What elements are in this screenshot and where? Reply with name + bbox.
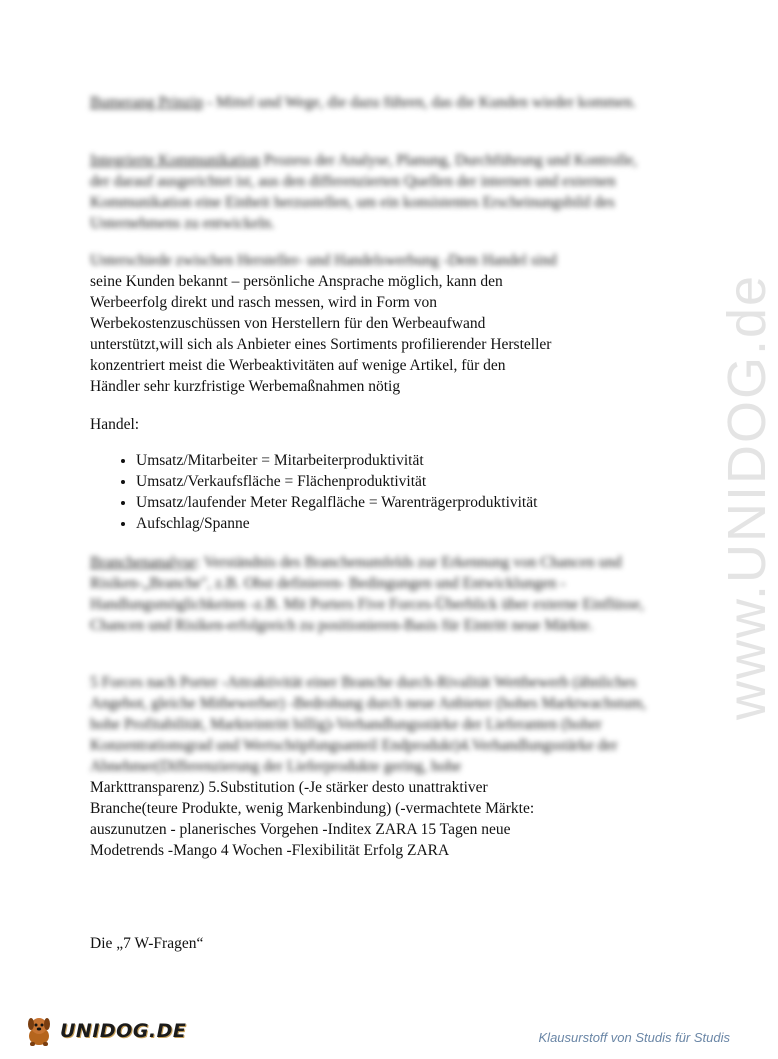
paragraph-bumerang <box>90 92 660 113</box>
werbung-line: konzentriert meist die Werbeaktivitäten auf wenige Artikel, für den <box>90 357 506 374</box>
list-item: • Aufschlag/Spanne <box>136 513 716 534</box>
term-bumerang: Bumerang Prinzip <box>90 94 204 111</box>
werbung-line: Werbekostenzuschüssen von Herstellern für den Werbeaufwand <box>90 315 486 332</box>
handel-heading: Handel: <box>90 416 140 433</box>
five-forces-line: Branche(teure Produkte, wenig Markenbindung) (-vermachtete Märkte: <box>90 800 535 817</box>
term-integrierte-kommunikation: Integrierte Kommunikation <box>90 152 261 169</box>
werbung-line: Händler sehr kurzfristige Werbemaßnahmen nötig <box>90 378 401 395</box>
seven-w-questions: Die „7 W-Fragen“ <box>90 935 204 952</box>
paragraph-werbung <box>90 250 660 397</box>
five-forces-blurred: 5 Forces nach Porter -Attraktivität einer Branche durch-Rivalität Wettbewerb (ähnliches Angebot, gleiche Mitbewerber) -Bedrohung durch neue Anbieter (hohes Marktwachstum, hohe Profitabilität, Markteintritt billig)-Verhandlungsstärke der Lieferanten (hoher Konzentrationsgrad und Wertschöpfungsanteil Endprodukt)4.Verhandlungsstärke der Abnehmer(Differenzierung der Lieferprodukte gering, hohe <box>90 674 647 775</box>
list-item: • Umsatz/Mitarbeiter = Mitarbeiterproduktivität <box>136 450 716 471</box>
five-forces-line: Modetrends -Mango 4 Wochen -Flexibilität Erfolg ZARA <box>90 842 450 859</box>
paragraph-integrierte-kommunikation <box>90 150 660 234</box>
werbung-line: Werbeerfolg direkt und rasch messen, wird in Form von <box>90 294 437 311</box>
kennzahlen-list <box>90 450 716 534</box>
text-bumerang: - Mittel und Wege, die dazu führen, das die Kunden wieder kommen. <box>203 94 636 111</box>
werbung-blurred-line: Unterschiede zwischen Hersteller- und Handelswerbung -Dem Handel sind <box>90 252 557 269</box>
logo-text: UNIDOG.DE <box>60 1020 187 1042</box>
werbung-line: unterstützt,will sich als Anbieter eines Sortiments profilierender Hersteller <box>90 336 552 353</box>
dog-icon <box>22 1014 56 1048</box>
text-branchenanalyse: : Verständnis des Branchenumfelds zur Erkennung von Chancen und Risiken-„Branche", z.B. Obst definieren- Bedingungen und Entwicklungen - Handlungsmöglichkeiten -z.B. Mit Porters Five Forces-Überblick über externe Einflüsse, Chancen und Risiken-erfolgreich zu positionieren-Basis für Eintritt neue Märkte. <box>90 554 644 634</box>
footer-tagline: Klausurstoff von Studis für Studis <box>538 1030 730 1045</box>
five-forces-line: auszunutzen - planerisches Vorgehen -Inditex ZARA 15 Tagen neue <box>90 821 511 838</box>
list-item: • Umsatz/Verkaufsfläche = Flächenproduktivität <box>136 471 716 492</box>
watermark-text: www.UNIDOG.de <box>717 273 777 720</box>
paragraph-branchenanalyse <box>90 552 660 636</box>
list-item: • Umsatz/laufender Meter Regalfläche = Warenträgerproduktivität <box>136 492 716 513</box>
term-branchenanalyse: Branchenanalyse <box>90 554 196 571</box>
werbung-line: seine Kunden bekannt – persönliche Ansprache möglich, kann den <box>90 273 503 290</box>
five-forces-line: Markttransparenz) 5.Substitution (-Je stärker desto unattraktiver <box>90 779 488 796</box>
text-integrierte-kommunikation: Prozess der Analyse, Planung, Durchführung und Kontrolle, der darauf ausgerichtet ist, aus den differenzierten Quellen der internen und externen Kommunikation eine Einheit herzustellen, um ein konsistentes Erscheinungsbild des Unternehmens zu entwickeln. <box>90 152 638 232</box>
paragraph-five-forces <box>90 672 660 861</box>
unidog-logo <box>22 1012 186 1050</box>
